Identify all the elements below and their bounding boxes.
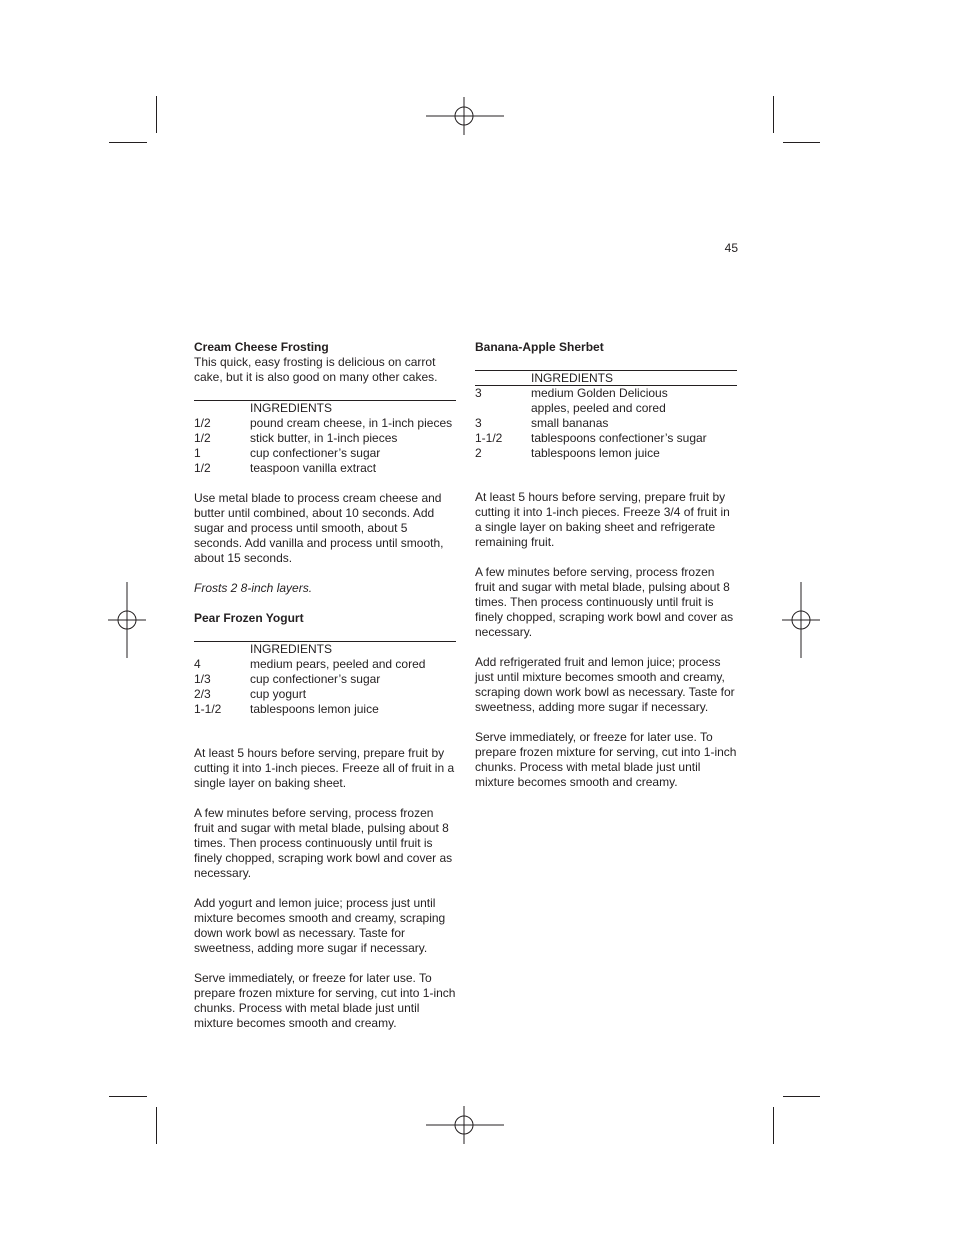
- ingredient-qty: 3: [475, 386, 482, 400]
- recipe-step: A few minutes before serving, process frozen fruit and sugar with metal blade, pulsing about 8 times. Then process continuously until fruit is finely chopped, scraping work bowl and cover as necessary.: [194, 806, 453, 880]
- registration-mark-icon: [426, 1106, 504, 1144]
- ingredients-header: INGREDIENTS: [531, 371, 614, 385]
- ingredient-desc: tablespoons confectioner’s sugar: [531, 431, 707, 445]
- crop-mark: [773, 1107, 774, 1144]
- ingredient-qty: 4: [194, 657, 201, 671]
- ingredient-row: [475, 446, 737, 461]
- ingredient-desc: cup yogurt: [250, 687, 307, 701]
- recipe-pear-frozen-yogurt: [194, 611, 456, 1031]
- recipe-step: Serve immediately, or freeze for later use. To prepare frozen mixture for serving, cut into 1-inch chunks. Process with metal blade just until mixture becomes smooth and creamy.: [194, 971, 456, 1030]
- registration-mark-icon: [426, 97, 504, 135]
- recipe-banana-apple-sherbet: [475, 340, 737, 790]
- recipe-title: Cream Cheese Frosting: [194, 340, 329, 354]
- right-column: [475, 340, 737, 790]
- ingredients-table: [194, 641, 456, 717]
- ingredient-row: [194, 657, 456, 672]
- ingredient-row: [194, 461, 456, 476]
- ingredient-row: [194, 687, 456, 702]
- ingredients-header: INGREDIENTS: [250, 401, 333, 415]
- crop-mark: [156, 1107, 157, 1144]
- ingredients-header-row: [194, 642, 456, 657]
- ingredient-qty: 1/2: [194, 416, 211, 430]
- ingredient-qty: 1/2: [194, 461, 211, 475]
- recipe-step: A few minutes before serving, process frozen fruit and sugar with metal blade, pulsing about 8 times. Then process continuously until fruit is finely chopped, scraping work bowl and cover as necessary.: [475, 565, 734, 639]
- ingredients-header-row: [475, 371, 737, 386]
- ingredient-desc: pound cream cheese, in 1-inch pieces: [250, 416, 453, 430]
- ingredients-table: [475, 370, 737, 461]
- ingredient-desc: stick butter, in 1-inch pieces: [250, 431, 398, 445]
- ingredient-desc: cup confectioner’s sugar: [250, 672, 381, 686]
- ingredient-qty: 1-1/2: [194, 702, 222, 716]
- ingredients-table: [194, 400, 456, 476]
- recipe-step: Add yogurt and lemon juice; process just until mixture becomes smooth and creamy, scraping down work bowl as necessary. Taste for sweetness, adding more sugar if necessary.: [194, 896, 446, 955]
- recipe-step: At least 5 hours before serving, prepare fruit by cutting it into 1-inch pieces. Freeze all of fruit in a single layer on baking sheet.: [194, 746, 455, 790]
- ingredient-row: [194, 446, 456, 461]
- recipe-step: Serve immediately, or freeze for later use. To prepare frozen mixture for serving, cut into 1-inch chunks. Process with metal blade just until mixture becomes smooth and creamy.: [475, 730, 737, 789]
- recipe-method: Use metal blade to process cream cheese and butter until combined, about 10 seconds. Add sugar and process until smooth, about 5 seconds. Add vanilla and process until smooth, about 15 seconds.: [194, 491, 444, 565]
- registration-mark-icon: [782, 582, 820, 658]
- ingredient-desc: medium pears, peeled and cored: [250, 657, 426, 671]
- recipe-title: Banana-Apple Sherbet: [475, 340, 604, 354]
- page-number: 45: [724, 241, 738, 255]
- ingredients-header-row: [194, 401, 456, 416]
- ingredient-qty: 2/3: [194, 687, 211, 701]
- ingredient-row: [475, 416, 737, 431]
- registration-mark-icon: [108, 582, 146, 658]
- crop-mark: [783, 1096, 820, 1097]
- crop-mark: [109, 1096, 147, 1097]
- recipe-step: At least 5 hours before serving, prepare fruit by cutting it into 1-inch pieces. Freeze 3/4 of fruit in a single layer on baking sheet and refrigerate remaining fruit.: [475, 490, 730, 549]
- ingredient-desc: tablespoons lemon juice: [250, 702, 379, 716]
- recipe-yield-note: Frosts 2 8-inch layers.: [194, 581, 313, 595]
- ingredient-qty: 1/3: [194, 672, 211, 686]
- ingredient-qty: 3: [475, 416, 482, 430]
- recipe-cream-cheese-frosting: [194, 340, 456, 596]
- crop-mark: [783, 142, 820, 143]
- ingredient-qty: 2: [475, 446, 482, 460]
- recipe-intro: This quick, easy frosting is delicious on carrot cake, but it is also good on many other cakes.: [194, 355, 438, 384]
- crop-mark: [773, 96, 774, 133]
- crop-mark: [109, 142, 147, 143]
- recipe-title: Pear Frozen Yogurt: [194, 611, 304, 625]
- recipe-step: Add refrigerated fruit and lemon juice; process just until mixture becomes smooth and creamy, scraping down work bowl as necessary. Taste for sweetness, adding more sugar if necessary.: [475, 655, 735, 714]
- ingredient-row: [194, 431, 456, 446]
- ingredient-qty: 1: [194, 446, 201, 460]
- ingredient-row: [194, 672, 456, 687]
- left-column: [194, 340, 456, 1031]
- ingredient-desc: teaspoon vanilla extract: [250, 461, 377, 475]
- ingredient-row: [194, 702, 456, 717]
- ingredient-desc: tablespoons lemon juice: [531, 446, 660, 460]
- ingredient-desc: small bananas: [531, 416, 609, 430]
- ingredients-header: INGREDIENTS: [250, 642, 333, 656]
- ingredient-qty: 1/2: [194, 431, 211, 445]
- ingredient-qty: 1-1/2: [475, 431, 503, 445]
- ingredient-row: [475, 431, 737, 446]
- ingredient-desc: medium Golden Delicious apples, peeled and cored: [531, 386, 668, 415]
- ingredient-row: [475, 385, 737, 416]
- ingredient-desc: cup confectioner’s sugar: [250, 446, 381, 460]
- ingredient-row: [194, 416, 456, 431]
- crop-mark: [156, 96, 157, 133]
